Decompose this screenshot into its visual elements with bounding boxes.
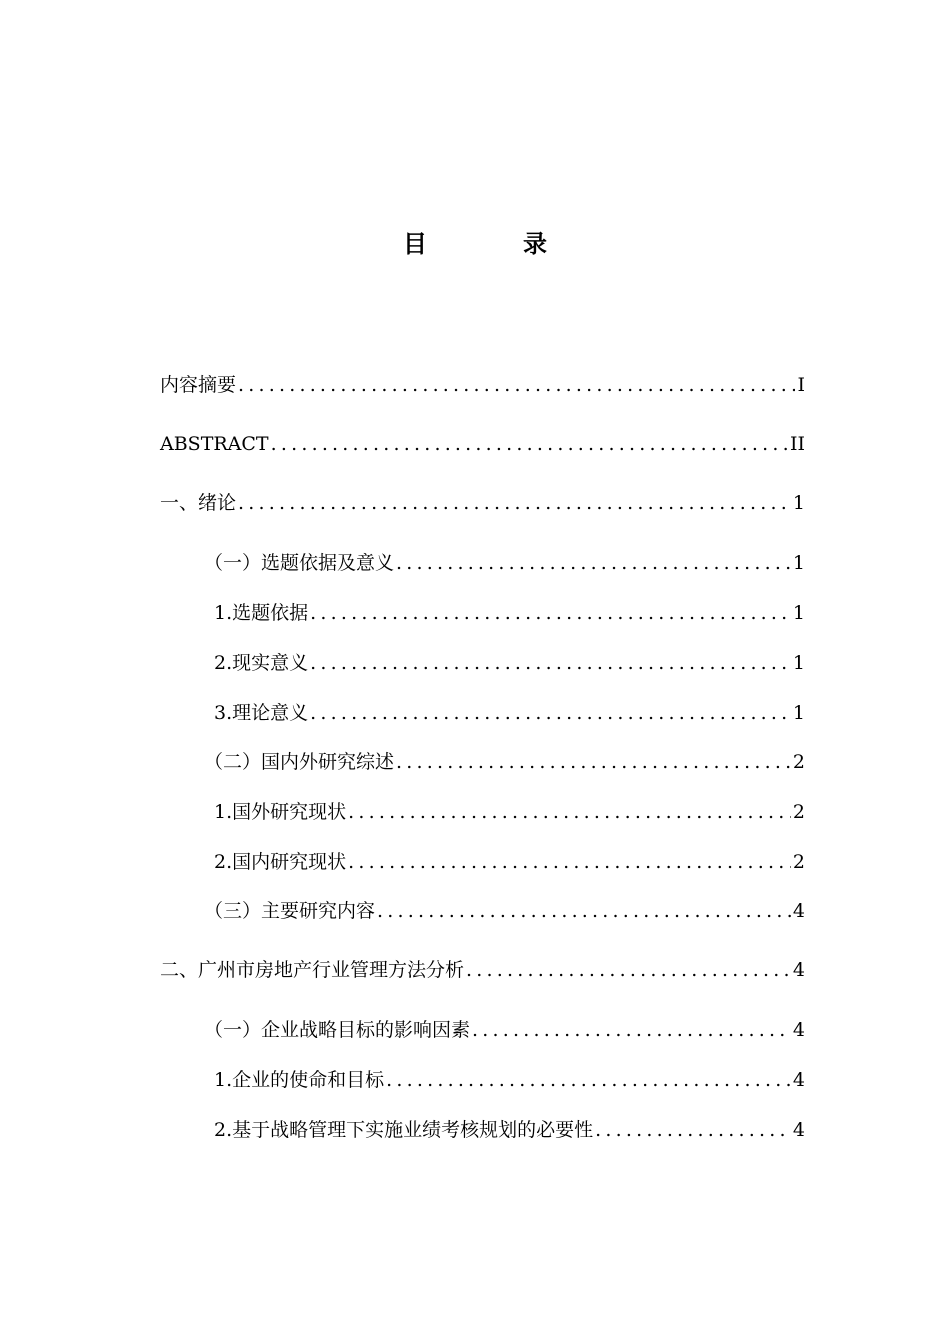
toc-entry-chapter-1[interactable] [160,490,805,516]
toc-entry-abstract-en[interactable] [160,431,805,457]
toc-dot-leader [346,849,791,875]
toc-title: 目 录 [403,230,583,258]
toc-entry-item-1-2-2[interactable] [214,849,805,875]
toc-dot-leader [394,749,791,775]
toc-entry-section-1-3[interactable] [204,898,805,924]
toc-entry-label: 2.现实意义 [214,652,309,674]
toc-entry-page: 4 [792,1119,805,1141]
toc-dot-leader [308,700,791,726]
toc-entry-chapter-2[interactable] [160,957,805,983]
toc-entry-page: 1 [792,602,805,624]
toc-entry-section-1-1[interactable] [204,550,805,576]
toc-entry-label: 2.国内研究现状 [214,851,347,873]
toc-entry-page: 1 [792,652,805,674]
toc-entry-page: 2 [792,851,805,873]
toc-entry-section-2-1[interactable] [204,1017,805,1043]
toc-dot-leader [308,600,791,626]
toc-entry-label: （一）选题依据及意义 [204,552,395,574]
toc-entry-label: 3.理论意义 [214,702,309,724]
toc-entry-label: 2.基于战略管理下实施业绩考核规划的必要性 [214,1119,594,1141]
toc-entry-page: 4 [792,1019,805,1041]
toc-entry-item-1-1-1[interactable] [214,600,805,626]
toc-entry-label: 内容摘要 [160,374,237,396]
toc-entry-page: 4 [792,959,805,981]
toc-entry-section-1-2[interactable] [204,749,805,775]
toc-entry-page: 2 [792,801,805,823]
toc-entry-label: 1.选题依据 [214,602,309,624]
toc-entry-label: 1.企业的使命和目标 [214,1069,385,1091]
toc-entry-label: 1.国外研究现状 [214,801,347,823]
toc-dot-leader [464,957,791,983]
toc-entry-label: （二）国内外研究综述 [204,751,395,773]
toc-dot-leader [394,550,791,576]
toc-entry-label: （三）主要研究内容 [204,900,376,922]
toc-entry-page: 1 [792,492,805,514]
toc-entry-page: 4 [792,900,805,922]
toc-dot-leader [384,1067,791,1093]
toc-entry-page: 1 [792,702,805,724]
toc-dot-leader [593,1117,791,1143]
toc-dot-leader [236,372,795,398]
toc-dot-leader [269,431,788,457]
toc-entry-page: 1 [792,552,805,574]
toc-entry-abstract-cn[interactable] [160,372,805,398]
toc-dot-leader [470,1017,791,1043]
toc-entry-item-1-1-3[interactable] [214,700,805,726]
toc-entry-label: ABSTRACT [160,433,269,455]
toc-entry-page: I [797,374,805,396]
toc-entry-item-2-1-1[interactable] [214,1067,805,1093]
toc-entry-page: 2 [792,751,805,773]
toc-entry-item-1-1-2[interactable] [214,650,805,676]
toc-entry-page: 4 [792,1069,805,1091]
toc-entry-item-2-1-2[interactable] [214,1117,805,1143]
toc-entry-page: II [789,433,805,455]
toc-entry-item-1-2-1[interactable] [214,799,805,825]
toc-entry-label: 一、绪论 [160,492,237,514]
toc-dot-leader [308,650,791,676]
toc-dot-leader [375,898,791,924]
toc-dot-leader [346,799,791,825]
toc-entry-label: （一）企业战略目标的影响因素 [204,1019,471,1041]
toc-entry-label: 二、广州市房地产行业管理方法分析 [160,959,465,981]
toc-dot-leader [236,490,791,516]
